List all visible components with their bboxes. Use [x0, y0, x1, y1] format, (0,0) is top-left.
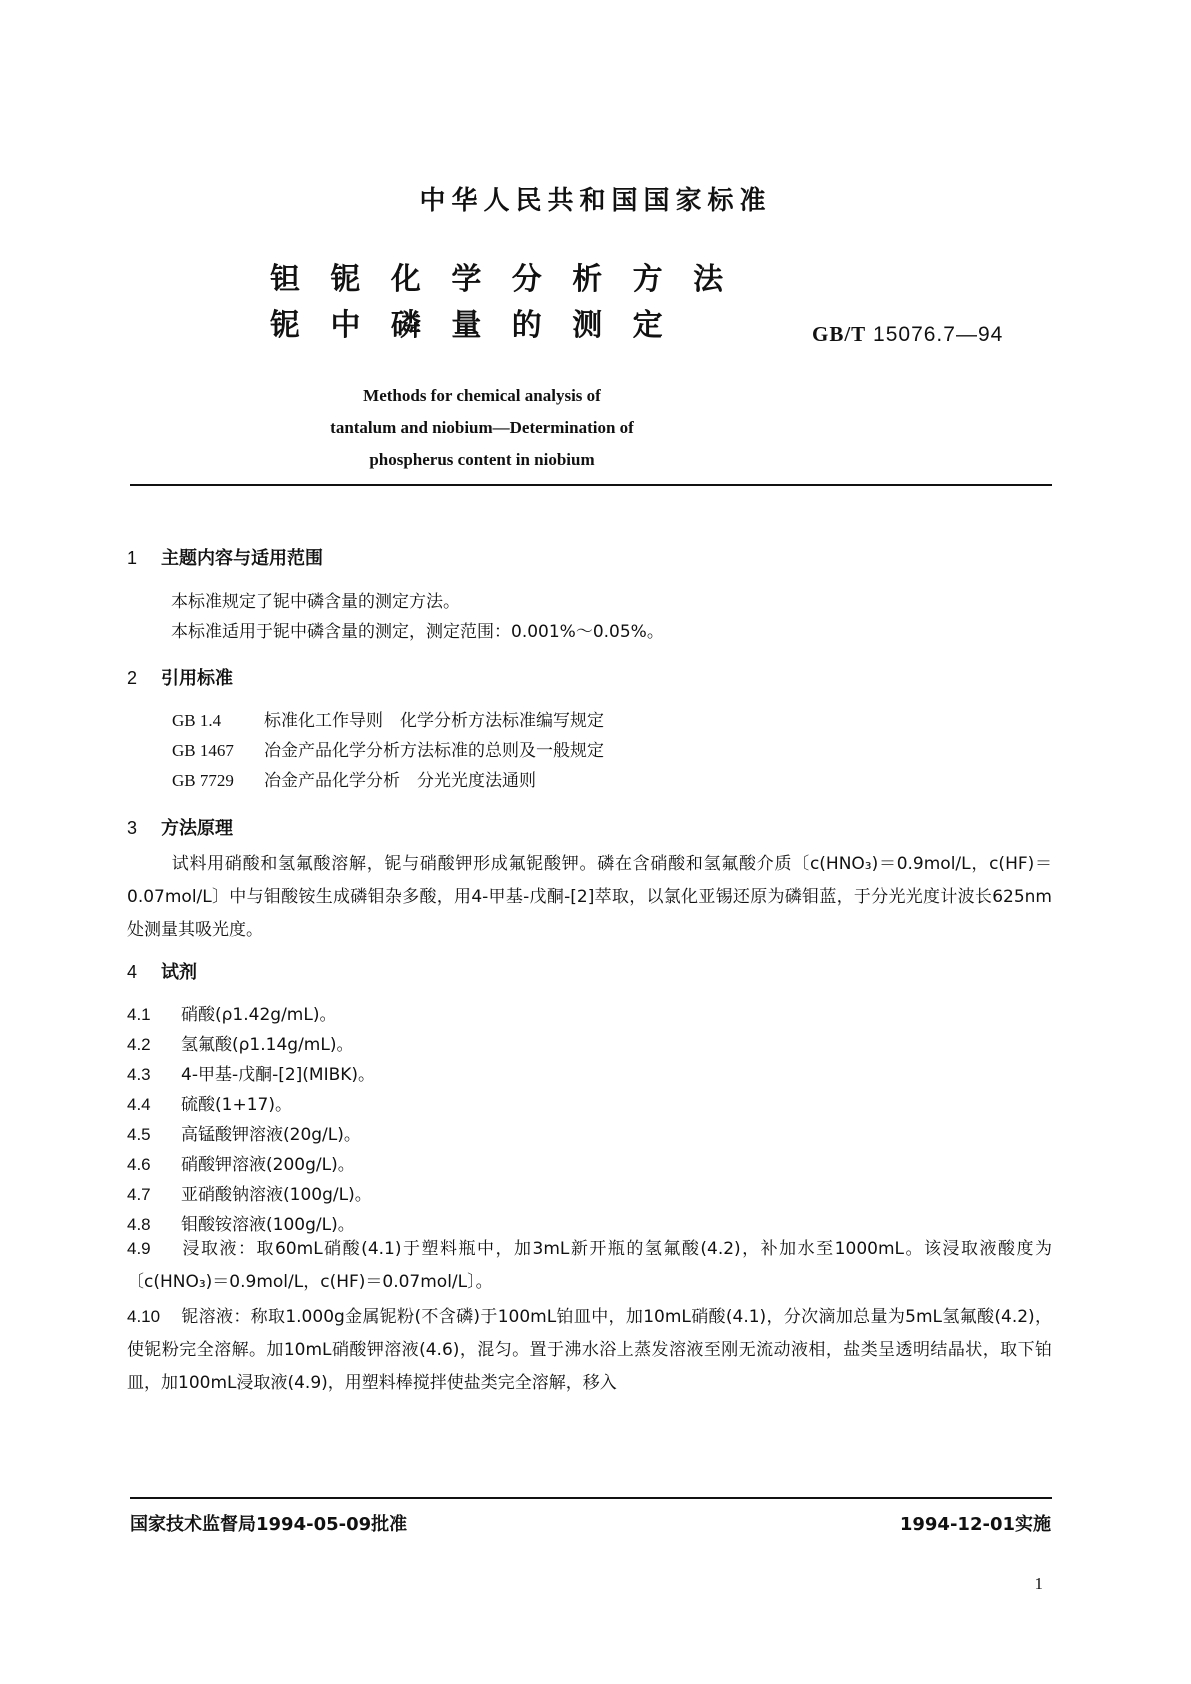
reference-title: 冶金产品化学分析 分光光度法通则	[264, 771, 536, 791]
section-title: 方法原理	[161, 818, 233, 839]
reagent-item-4-9	[127, 1232, 1052, 1299]
reagent-text: 4-甲基-戊酮-[2](MIBK)。	[181, 1065, 376, 1085]
section-number: 3	[127, 818, 138, 838]
reagent-text: 亚硝酸钠溶液(100g/L)。	[181, 1185, 372, 1205]
reagent-text: 高锰酸钾溶液(20g/L)。	[181, 1125, 361, 1145]
method-principle-paragraph	[127, 848, 1052, 947]
reference-code: GB 1.4	[172, 711, 222, 730]
reagent-number: 4.5	[127, 1125, 151, 1144]
section-title: 主题内容与适用范围	[161, 548, 323, 569]
reagent-number: 4.9	[127, 1239, 151, 1258]
english-title-line: tantalum and niobium—Determination of	[330, 418, 634, 437]
standard-prefix: GB/T	[812, 322, 867, 346]
reagent-text: 硝酸(ρ1.42g/mL)。	[181, 1005, 337, 1025]
reagent-number: 4.8	[127, 1215, 151, 1234]
section-2-heading	[127, 664, 233, 690]
reagent-number: 4.4	[127, 1095, 151, 1114]
title-line-2: 铌 中 磷 量 的 测 定	[270, 308, 673, 343]
implementation-date: 1994-12-01实施	[899, 1514, 1051, 1535]
header-divider	[130, 484, 1052, 486]
section-4-heading	[127, 958, 197, 984]
national-standard-heading: 中华人民共和国国家标准	[419, 186, 772, 216]
title-line-1: 钽 铌 化 学 分 析 方 法	[270, 262, 734, 297]
reference-row	[172, 736, 604, 761]
section-number: 4	[127, 962, 138, 982]
section-3-heading	[127, 814, 233, 840]
reagent-item	[127, 1000, 336, 1025]
section-title: 试剂	[161, 962, 197, 983]
english-title-line: Methods for chemical analysis of	[363, 386, 601, 405]
section-1-paragraph: 本标准规定了铌中磷含量的测定方法。	[171, 592, 460, 612]
section-1-heading	[127, 544, 323, 570]
reagent-text: 氢氟酸(ρ1.14g/mL)。	[181, 1035, 354, 1055]
english-title	[262, 380, 702, 476]
footer-divider	[130, 1497, 1052, 1499]
reference-title: 标准化工作导则 化学分析方法标准编写规定	[264, 711, 604, 731]
reagent-item	[127, 1090, 292, 1115]
standard-code	[812, 322, 1003, 347]
reference-row	[172, 766, 536, 791]
method-principle-text: 试料用硝酸和氢氟酸溶解，铌与硝酸钾形成氟铌酸钾。磷在含硝酸和氢氟酸介质〔c(HNO₃)＝0.9mol/L，c(HF)＝0.07mol/L〕中与钼酸铵生成磷钼杂多酸，用4-甲基-戊酮-[2]萃取，以氯化亚锡还原为磷钼蓝，于分光光度计波长625nm处测量其吸光度。	[127, 854, 1052, 940]
reference-title: 冶金产品化学分析方法标准的总则及一般规定	[264, 741, 604, 761]
reagent-number: 4.7	[127, 1185, 151, 1204]
reagent-number: 4.1	[127, 1005, 151, 1024]
reagent-text: 浸取液：取60mL硝酸(4.1)于塑料瓶中，加3mL新开瓶的氢氟酸(4.2)，补加水至1000mL。该浸取液酸度为〔c(HNO₃)＝0.9mol/L，c(HF)＝0.07mol/L〕。	[127, 1239, 1052, 1292]
section-title: 引用标准	[161, 668, 233, 689]
reagent-item	[127, 1150, 355, 1175]
reference-code: GB 7729	[172, 771, 234, 790]
reagent-item	[127, 1120, 361, 1145]
english-title-line: phospherus content in niobium	[369, 450, 595, 469]
section-number: 2	[127, 668, 138, 688]
standard-number: 15076.7—94	[873, 323, 1004, 346]
page-number: 1	[1034, 1574, 1043, 1593]
reagent-item	[127, 1180, 372, 1205]
reagent-item	[127, 1030, 353, 1055]
reagent-item	[127, 1060, 375, 1085]
section-number: 1	[127, 548, 138, 568]
section-1-paragraph: 本标准适用于铌中磷含量的测定，测定范围：0.001%～0.05%。	[171, 622, 664, 642]
reagent-text: 铌溶液：称取1.000g金属铌粉(不含磷)于100mL铂皿中，加10mL硝酸(4.1)，分次滴加总量为5mL氢氟酸(4.2)，使铌粉完全溶解。加10mL硝酸钾溶液(4.6)，混匀。置于沸水浴上蒸发溶液至刚无流动液相，盐类呈透明结晶状，取下铂皿，加100mL浸取液(4.9)，用塑料棒搅拌使盐类完全溶解，移入	[127, 1307, 1052, 1393]
reagent-number: 4.3	[127, 1065, 151, 1084]
reagent-number: 4.2	[127, 1035, 151, 1054]
reagent-item-4-10	[127, 1300, 1052, 1400]
reagent-text: 钼酸铵溶液(100g/L)。	[181, 1215, 355, 1235]
reagent-text: 硫酸(1+17)。	[181, 1095, 292, 1115]
reference-row	[172, 706, 604, 731]
reagent-number: 4.6	[127, 1155, 151, 1174]
approval-date: 国家技术监督局1994-05-09批准	[130, 1514, 408, 1535]
reagent-number: 4.10	[127, 1307, 161, 1326]
reagent-text: 硝酸钾溶液(200g/L)。	[181, 1155, 355, 1175]
reference-code: GB 1467	[172, 741, 234, 760]
